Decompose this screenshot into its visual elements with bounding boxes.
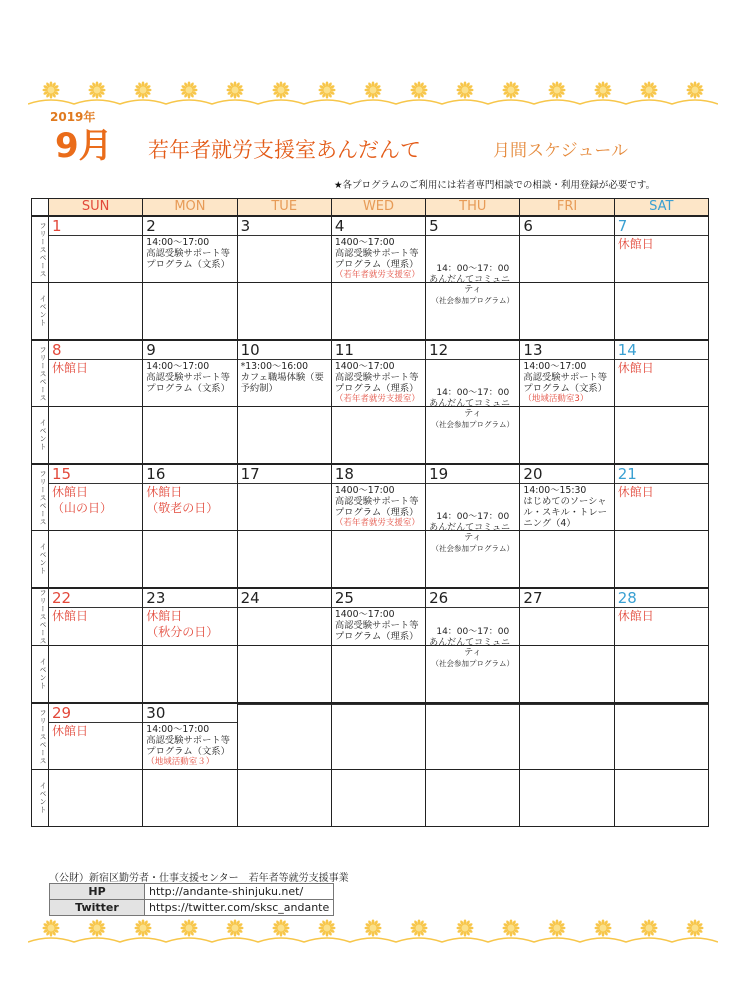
day-cell[interactable]: [143, 588, 237, 646]
event-cell[interactable]: [49, 646, 143, 704]
day-cell[interactable]: [331, 588, 425, 646]
day-number: [615, 704, 708, 705]
day-cell[interactable]: [520, 588, 614, 646]
day-cell[interactable]: [426, 340, 520, 429]
bottom-deco-svg: [28, 918, 718, 946]
sun-flower-icon: [594, 81, 611, 98]
program-line: 高認受験サポート等: [334, 248, 419, 259]
sun-flower-icon: [364, 81, 381, 98]
event-cell[interactable]: [614, 283, 708, 341]
program-line: プログラム（理系）: [334, 383, 419, 394]
day-number: 8: [49, 341, 142, 360]
event-side-label: イベント: [32, 646, 49, 704]
program-entry: [238, 360, 331, 395]
program-line: 1400～17:00: [334, 485, 395, 496]
community-program-line: あんだんてコミュニ: [429, 637, 510, 648]
community-program-line: ティ: [464, 409, 482, 419]
day-cell[interactable]: [614, 588, 708, 646]
sun-flower-icon: [180, 81, 197, 98]
sun-flower-icon: [134, 919, 151, 936]
day-cell[interactable]: [520, 703, 614, 770]
day-number: 19: [426, 465, 519, 484]
program-line: ニング（4）: [523, 518, 576, 529]
freespace-side-label: フリースペース: [32, 340, 49, 407]
program-line: 1400～17:00: [334, 609, 395, 620]
day-cell[interactable]: [614, 703, 708, 770]
event-cell[interactable]: [331, 531, 425, 589]
sun-flower-icon: [410, 919, 427, 936]
day-number: 18: [332, 465, 425, 484]
community-program: [426, 264, 519, 306]
program-entry: [332, 608, 425, 643]
day-cell[interactable]: [426, 703, 520, 770]
dow-sat: SAT: [614, 199, 708, 217]
event-cell[interactable]: [520, 646, 614, 704]
closed-day-label: 休館日: [52, 485, 89, 499]
sun-flower-icon: [226, 919, 243, 936]
day-cell[interactable]: [520, 464, 614, 531]
event-cell[interactable]: [520, 770, 614, 827]
week-row-freespace: [32, 703, 709, 770]
links-table: [49, 883, 334, 916]
schedule-title: 月間スケジュール: [493, 141, 628, 161]
program-line: 14:00～17:00: [146, 237, 210, 248]
community-program-line: あんだんてコミュニ: [429, 398, 510, 409]
day-number: 15: [49, 465, 142, 484]
event-cell[interactable]: [237, 531, 331, 589]
holiday-name: （敬老の日）: [146, 501, 219, 515]
sun-flower-icon: [42, 81, 59, 98]
calendar-table: [31, 198, 709, 827]
program-line: 14:00～17:00: [146, 361, 210, 372]
day-cell[interactable]: [520, 340, 614, 407]
day-cell[interactable]: [49, 588, 143, 646]
program-location: （地域活動室3）: [523, 394, 589, 404]
event-cell[interactable]: [614, 770, 708, 827]
program-line: 高認受験サポート等: [334, 372, 419, 383]
event-cell[interactable]: [614, 531, 708, 589]
sun-flower-icon: [548, 919, 565, 936]
event-cell[interactable]: [614, 646, 708, 704]
closed-day-label: 休館日: [146, 609, 183, 623]
bottom-deco-wave: [28, 938, 718, 942]
dow-sun: SUN: [49, 199, 143, 217]
event-side-label: イベント: [32, 770, 49, 827]
dow-wed: WED: [331, 199, 425, 217]
program-line: 高認受験サポート等: [334, 620, 419, 631]
sun-flower-icon: [686, 81, 703, 98]
sun-flower-icon: [640, 919, 657, 936]
event-cell[interactable]: [520, 407, 614, 465]
sun-flower-icon: [502, 919, 519, 936]
freespace-side-label: フリースペース: [32, 703, 49, 770]
day-cell[interactable]: [614, 464, 708, 531]
event-cell[interactable]: [331, 283, 425, 341]
day-number: 20: [520, 465, 613, 484]
sun-flower-icon: [686, 919, 703, 936]
program-line: *13:00～16:00: [240, 361, 309, 372]
community-program: [426, 627, 519, 669]
day-number: 6: [520, 217, 613, 236]
sun-flower-icon: [272, 919, 289, 936]
closed-day-label: 休館日: [52, 361, 89, 375]
program-line: 1400～17:00: [334, 237, 395, 248]
top-deco-svg: [28, 80, 718, 108]
day-number: 26: [426, 589, 519, 608]
sun-flower-icon: [134, 81, 151, 98]
day-cell[interactable]: [614, 216, 708, 283]
program-entry: [332, 360, 425, 406]
organization-title: 若年者就労支援室あんだんて: [148, 138, 421, 162]
event-cell[interactable]: [143, 407, 237, 465]
program-line: プログラム（文系）: [146, 383, 230, 394]
day-number: 11: [332, 341, 425, 360]
sun-flower-icon: [548, 81, 565, 98]
event-cell[interactable]: [520, 283, 614, 341]
program-line: 高認受験サポート等: [146, 372, 230, 383]
community-program-line: 14：00～17：00: [436, 512, 510, 522]
freespace-side-label: フリースペース: [32, 464, 49, 531]
footer-organization: （公財）新宿区勤労者・仕事支援センター 若年者等就労支援事業: [49, 873, 349, 884]
day-cell[interactable]: [426, 464, 520, 553]
day-number: 9: [143, 341, 236, 360]
event-cell[interactable]: [143, 646, 237, 704]
sun-flower-icon: [364, 919, 381, 936]
event-cell[interactable]: [426, 770, 520, 827]
day-number: 4: [332, 217, 425, 236]
community-program: [426, 388, 519, 430]
day-cell[interactable]: [331, 464, 425, 531]
holiday-name: （山の日）: [52, 501, 113, 515]
program-line: 高認受験サポート等: [334, 496, 419, 507]
closed-day-label: 休館日: [617, 237, 654, 251]
freespace-side-label: フリースペース: [32, 216, 49, 283]
month-label: 9月: [55, 126, 113, 166]
program-line: 予約制）: [240, 383, 278, 394]
event-cell[interactable]: [237, 283, 331, 341]
day-number: 3: [238, 217, 331, 236]
day-number: [426, 704, 519, 705]
program-location: （若年者就労支援室）: [334, 518, 420, 528]
usage-notice: ★各プログラムのご利用には若者専門相談での相談・利用登録が必要です。: [334, 180, 656, 191]
day-cell[interactable]: [143, 216, 237, 283]
program-entry: [332, 236, 425, 282]
top-deco-wave: [28, 100, 718, 104]
community-program-line: （社会参加プログラム）: [431, 295, 514, 305]
program-location: （若年者就労支援室）: [334, 394, 420, 404]
sun-flower-icon: [318, 81, 335, 98]
sun-flower-icon: [410, 81, 427, 98]
event-cell[interactable]: [143, 770, 237, 827]
twitter-link[interactable]: https://twitter.com/sksc_andante: [145, 900, 334, 916]
day-number: [238, 704, 331, 705]
header-corner: [32, 199, 49, 217]
program-line: プログラム（文系）: [523, 383, 607, 394]
closed-day-label: 休館日: [52, 609, 89, 623]
community-program-line: ティ: [464, 285, 482, 295]
program-line: プログラム（理系）: [334, 631, 419, 642]
day-cell[interactable]: [237, 216, 331, 283]
day-cell[interactable]: [49, 216, 143, 283]
dow-tue: TUE: [237, 199, 331, 217]
day-cell[interactable]: [331, 216, 425, 283]
calendar-body: [32, 216, 709, 827]
closed-day-label: 休館日: [617, 485, 654, 499]
event-cell[interactable]: [614, 407, 708, 465]
freespace-side-label: フリースペース: [32, 588, 49, 646]
community-program-line: （社会参加プログラム）: [431, 419, 514, 429]
program-line: はじめてのソーシャ: [523, 496, 607, 507]
event-cell[interactable]: [331, 770, 425, 827]
day-cell[interactable]: [237, 464, 331, 531]
day-number: [332, 704, 425, 705]
program-entry: [143, 236, 236, 271]
community-program-line: 14：00～17：00: [436, 264, 510, 274]
sun-flower-icon: [42, 919, 59, 936]
day-number: 1: [49, 217, 142, 236]
closed-day-label: 休館日: [146, 485, 183, 499]
day-number: 13: [520, 341, 613, 360]
hp-link[interactable]: http://andante-shinjuku.net/: [145, 884, 334, 900]
twitter-row: [50, 900, 334, 916]
day-number: 21: [615, 465, 708, 484]
day-cell[interactable]: [49, 703, 143, 770]
sun-flower-icon: [456, 81, 473, 98]
program-line: ル・スキル・トレー: [523, 507, 607, 518]
program-line: 1400～17:00: [334, 361, 395, 372]
program-line: 14:00～15:30: [523, 485, 587, 496]
dow-mon: MON: [143, 199, 237, 217]
day-cell[interactable]: [143, 340, 237, 407]
event-cell[interactable]: [143, 283, 237, 341]
community-program-line: 14：00～17：00: [436, 627, 510, 637]
event-cell[interactable]: [237, 646, 331, 704]
program-line: カフェ職場体験（要: [240, 372, 324, 383]
day-number: 28: [615, 589, 708, 608]
day-cell[interactable]: [426, 588, 520, 668]
sun-flower-icon: [456, 919, 473, 936]
community-program-line: あんだんてコミュニ: [429, 522, 510, 533]
event-side-label: イベント: [32, 407, 49, 465]
week-row-event: [32, 407, 709, 465]
closed-day-label: 休館日: [617, 609, 654, 623]
sun-flower-icon: [640, 81, 657, 98]
sun-flower-icon: [318, 919, 335, 936]
day-cell[interactable]: [426, 216, 520, 305]
event-cell[interactable]: [331, 407, 425, 465]
sun-flower-icon: [226, 81, 243, 98]
sun-flower-icon: [272, 81, 289, 98]
week-row-freespace: [32, 588, 709, 646]
day-number: 7: [615, 217, 708, 236]
holiday-name: （秋分の日）: [146, 625, 219, 639]
community-program-line: （社会参加プログラム）: [431, 658, 514, 668]
program-line: プログラム（文系）: [146, 746, 230, 757]
day-number: 2: [143, 217, 236, 236]
program-line: 14:00～17:00: [523, 361, 587, 372]
event-cell[interactable]: [143, 531, 237, 589]
program-line: プログラム（理系）: [334, 507, 419, 518]
day-cell[interactable]: [143, 464, 237, 531]
program-entry: [143, 360, 236, 395]
program-entry: [332, 484, 425, 530]
day-cell[interactable]: [331, 703, 425, 770]
program-line: 高認受験サポート等: [523, 372, 608, 383]
event-cell[interactable]: [237, 407, 331, 465]
week-row-event: [32, 531, 709, 589]
event-side-label: イベント: [32, 283, 49, 341]
program-entry: [520, 484, 613, 530]
sun-flower-icon: [88, 919, 105, 936]
day-number: 27: [520, 589, 613, 608]
day-number: 23: [143, 589, 236, 608]
community-program-line: ティ: [464, 533, 482, 543]
top-decoration-border: [28, 80, 718, 108]
event-cell[interactable]: [49, 531, 143, 589]
sun-flower-icon: [88, 81, 105, 98]
hp-row: [50, 884, 334, 900]
day-number: [520, 704, 613, 705]
event-cell[interactable]: [520, 531, 614, 589]
program-line: 高認受験サポート等: [146, 248, 230, 259]
event-cell[interactable]: [49, 770, 143, 827]
hp-label: HP: [50, 884, 145, 900]
day-cell[interactable]: [237, 703, 331, 770]
program-line: プログラム（理系）: [334, 259, 419, 270]
week-row-event: [32, 770, 709, 827]
day-cell[interactable]: [520, 216, 614, 283]
community-program-line: 14：00～17：00: [436, 388, 510, 398]
program-entry: [143, 723, 236, 769]
day-cell[interactable]: [331, 340, 425, 407]
day-number: 17: [238, 465, 331, 484]
day-cell[interactable]: [49, 340, 143, 407]
week-row-freespace: [32, 464, 709, 531]
year-label: 2019年: [50, 110, 96, 124]
day-of-week-header: [32, 199, 709, 217]
community-program-line: （社会参加プログラム）: [431, 543, 514, 553]
closed-day-label: 休館日: [52, 724, 89, 738]
program-entry: [520, 360, 613, 406]
day-number: 10: [238, 341, 331, 360]
day-cell[interactable]: [237, 340, 331, 407]
day-cell[interactable]: [237, 588, 331, 646]
event-side-label: イベント: [32, 531, 49, 589]
day-cell[interactable]: [49, 464, 143, 531]
day-number: 5: [426, 217, 519, 236]
sun-flower-icon: [594, 919, 611, 936]
program-location: （若年者就労支援室）: [334, 270, 420, 280]
community-program-line: ティ: [464, 648, 482, 658]
week-row-freespace: [32, 340, 709, 407]
day-number: 30: [143, 704, 236, 723]
day-number: 29: [49, 704, 142, 723]
program-location: （地域活動室３）: [146, 757, 215, 767]
day-number: 25: [332, 589, 425, 608]
day-number: 24: [238, 589, 331, 608]
sun-flower-icon: [180, 919, 197, 936]
dow-fri: FRI: [520, 199, 614, 217]
dow-thu: THU: [426, 199, 520, 217]
day-number: 22: [49, 589, 142, 608]
program-line: 14:00～17:00: [146, 724, 210, 735]
twitter-label: Twitter: [50, 900, 145, 916]
event-cell[interactable]: [49, 283, 143, 341]
week-row-event: [32, 283, 709, 341]
event-cell[interactable]: [237, 770, 331, 827]
program-line: プログラム（文系）: [146, 259, 230, 270]
sun-flower-icon: [502, 81, 519, 98]
day-number: 14: [615, 341, 708, 360]
bottom-decoration-border: [28, 918, 718, 946]
event-cell[interactable]: [331, 646, 425, 704]
event-cell[interactable]: [49, 407, 143, 465]
closed-day-label: 休館日: [617, 361, 654, 375]
day-cell[interactable]: [143, 703, 237, 770]
week-row-freespace: [32, 216, 709, 283]
day-number: 12: [426, 341, 519, 360]
community-program: [426, 512, 519, 554]
week-row-event: [32, 646, 709, 704]
community-program-line: あんだんてコミュニ: [429, 274, 510, 285]
day-cell[interactable]: [614, 340, 708, 407]
day-number: 16: [143, 465, 236, 484]
program-line: 高認受験サポート等: [146, 735, 230, 746]
